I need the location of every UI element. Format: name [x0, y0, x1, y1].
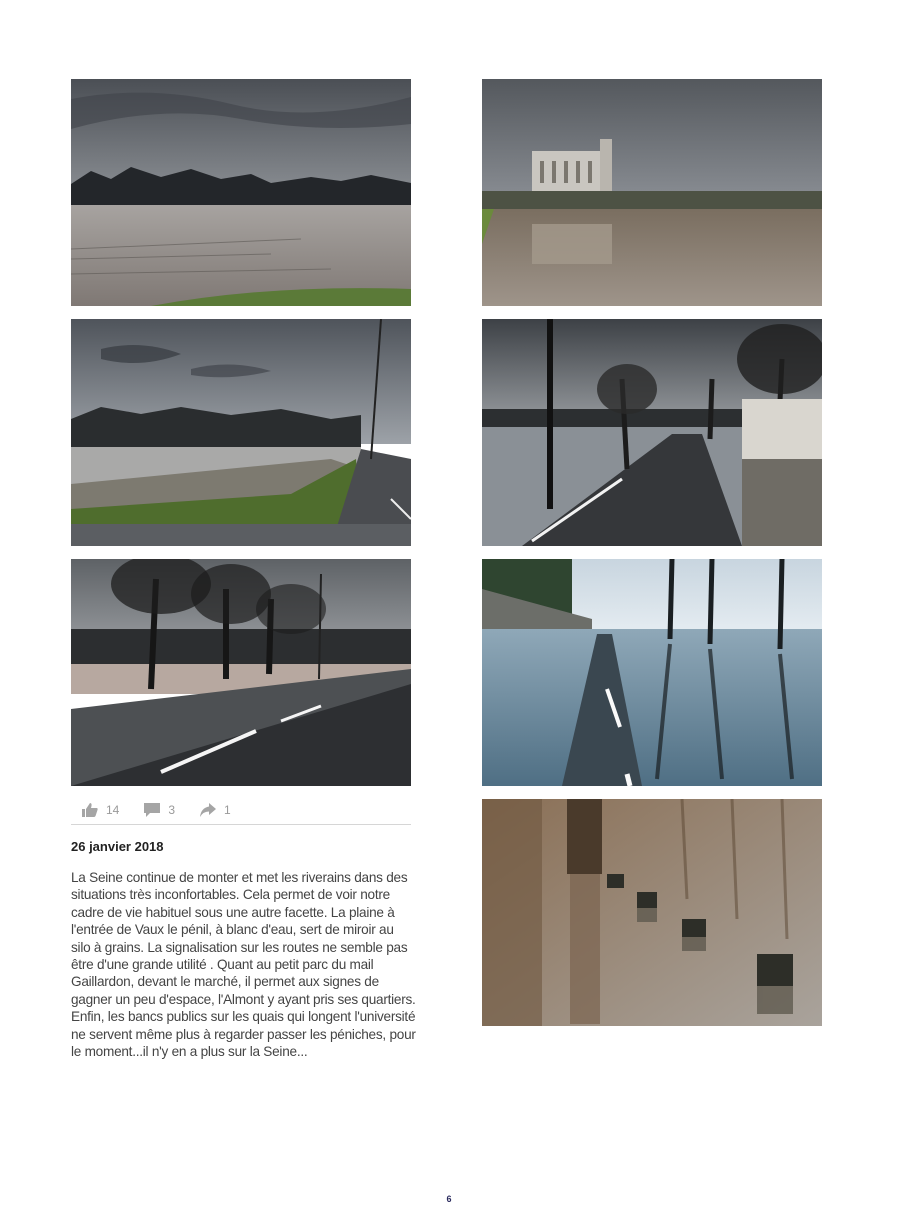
thumbs-up-icon	[81, 802, 99, 818]
post-body: La Seine continue de monter et met les riverains dans des situations très inconfortables. Cela permet de voir notre cadre de vie habituel sous une autre facette. La plaine à l'entrée de Vaux le pénil, à blanc d'eau, sert de miroir au silo à grains. La signalisation sur les routes ne semble pas être d'une grande utilité . Quant au petit parc du mail Gaillardon, devant le marché, il permet aux signes de gagner un peu d'espace, l'Almont y ayant pris ses quartiers. Enfin, les bancs publics sur les quais qui longent l'université ne servent même plus à regarder passer les péniches, pour le moment...il n'y en a plus sur la Seine...	[71, 870, 416, 1060]
comment-icon	[143, 802, 161, 818]
share-button[interactable]	[199, 802, 231, 818]
like-button[interactable]	[81, 802, 119, 818]
social-bar	[71, 796, 411, 825]
comment-button[interactable]	[143, 802, 175, 818]
share-count: 1	[224, 803, 231, 817]
grain-silo-reflection-photo	[482, 79, 822, 306]
flooded-street-reflections-photo	[482, 559, 822, 786]
post-date: 26 janvier 2018	[71, 839, 164, 854]
flooded-field-road-photo	[71, 319, 411, 546]
submerged-bollards-photo	[482, 799, 822, 1026]
comment-count: 3	[168, 803, 176, 817]
share-arrow-icon	[199, 802, 217, 818]
like-count: 14	[106, 803, 120, 817]
page-number: 6	[446, 1194, 452, 1204]
flooded-tree-lined-road-photo	[482, 319, 822, 546]
flooded-plain-photo	[71, 79, 411, 306]
flooded-road-trees-photo	[71, 559, 411, 786]
